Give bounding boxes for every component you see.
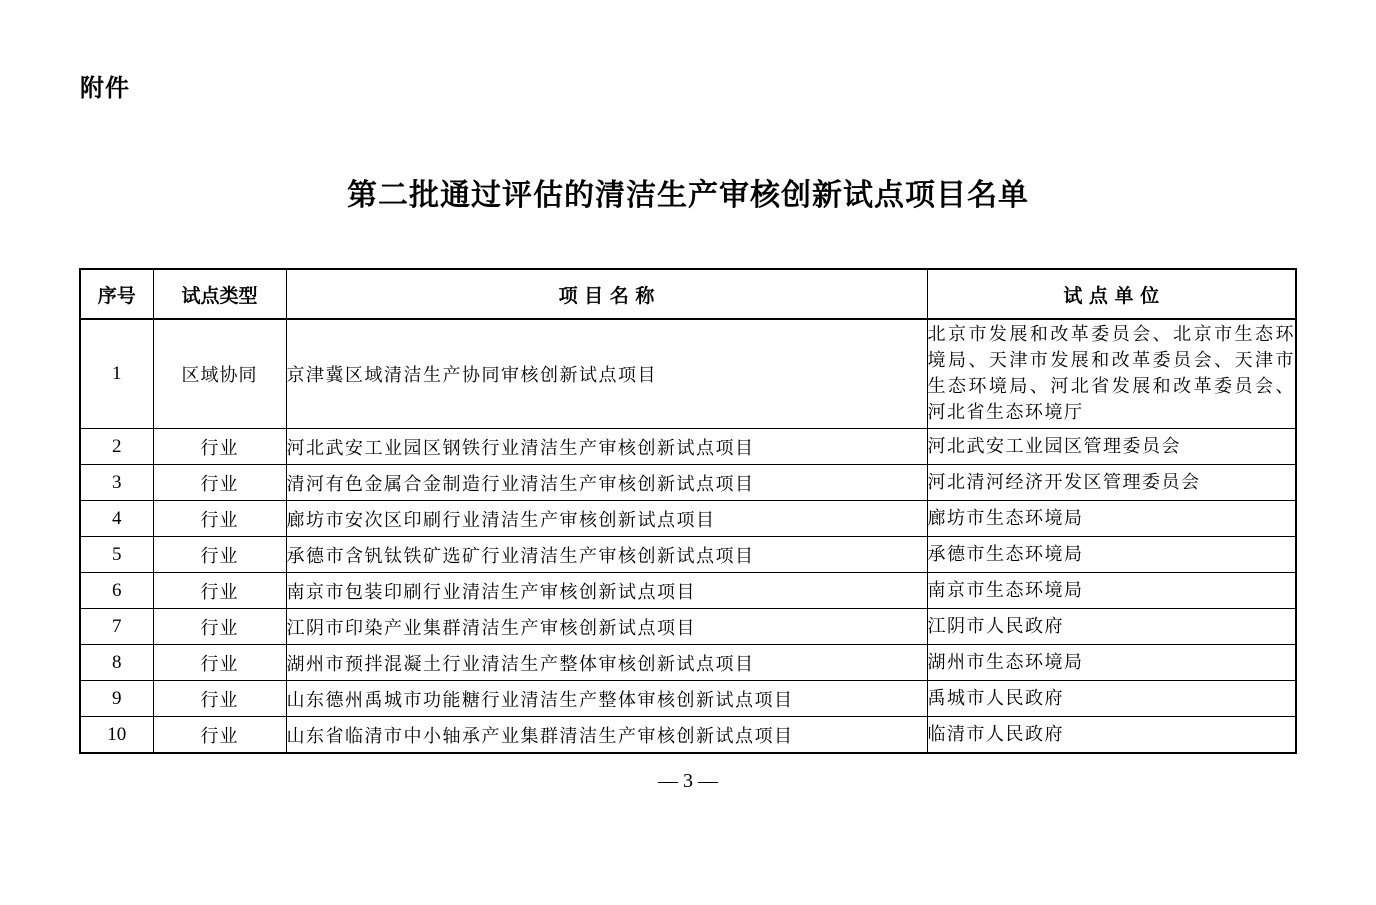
row-type: 行业 [153, 537, 286, 573]
row-unit: 河北武安工业园区管理委员会 [927, 429, 1296, 465]
page-number: — 3 — [658, 770, 718, 792]
row-number: 10 [80, 717, 153, 754]
row-number: 9 [80, 681, 153, 717]
table-row [80, 681, 1296, 717]
row-project-name: 山东省临清市中小轴承产业集群清洁生产审核创新试点项目 [286, 717, 927, 754]
table-row [80, 573, 1296, 609]
row-type: 行业 [153, 465, 286, 501]
row-unit: 禹城市人民政府 [927, 681, 1296, 717]
row-project-name: 山东德州禹城市功能糖行业清洁生产整体审核创新试点项目 [286, 681, 927, 717]
document-title: 第二批通过评估的清洁生产审核创新试点项目名单 [347, 178, 1029, 213]
column-header-unit: 试 点 单 位 [927, 269, 1296, 319]
table-row [80, 501, 1296, 537]
row-number: 7 [80, 609, 153, 645]
table-row [80, 429, 1296, 465]
column-header-number: 序号 [80, 269, 153, 319]
row-type: 区域协同 [153, 319, 286, 429]
table-row [80, 465, 1296, 501]
row-unit: 承德市生态环境局 [927, 537, 1296, 573]
table-row [80, 609, 1296, 645]
row-type: 行业 [153, 573, 286, 609]
table-row [80, 645, 1296, 681]
row-type: 行业 [153, 645, 286, 681]
attachment-label: 附件 [80, 74, 130, 102]
row-project-name: 湖州市预拌混凝土行业清洁生产整体审核创新试点项目 [286, 645, 927, 681]
row-unit: 北京市发展和改革委员会、北京市生态环境局、天津市发展和改革委员会、天津市生态环境局、河北省发展和改革委员会、河北省生态环境厅 [927, 319, 1296, 429]
row-number: 4 [80, 501, 153, 537]
row-type: 行业 [153, 609, 286, 645]
row-project-name: 河北武安工业园区钢铁行业清洁生产审核创新试点项目 [286, 429, 927, 465]
row-number: 5 [80, 537, 153, 573]
row-type: 行业 [153, 681, 286, 717]
row-unit: 廊坊市生态环境局 [927, 501, 1296, 537]
table-header-row [80, 269, 1296, 319]
row-type: 行业 [153, 501, 286, 537]
row-number: 1 [80, 319, 153, 429]
row-project-name: 廊坊市安次区印刷行业清洁生产审核创新试点项目 [286, 501, 927, 537]
row-project-name: 江阴市印染产业集群清洁生产审核创新试点项目 [286, 609, 927, 645]
row-project-name: 南京市包装印刷行业清洁生产审核创新试点项目 [286, 573, 927, 609]
row-unit: 湖州市生态环境局 [927, 645, 1296, 681]
row-number: 2 [80, 429, 153, 465]
row-project-name: 承德市含钒钛铁矿选矿行业清洁生产审核创新试点项目 [286, 537, 927, 573]
row-unit: 南京市生态环境局 [927, 573, 1296, 609]
row-number: 8 [80, 645, 153, 681]
table-row [80, 319, 1296, 429]
row-type: 行业 [153, 429, 286, 465]
row-number: 6 [80, 573, 153, 609]
row-unit: 河北清河经济开发区管理委员会 [927, 465, 1296, 501]
row-unit: 江阴市人民政府 [927, 609, 1296, 645]
table-row [80, 537, 1296, 573]
row-project-name: 清河有色金属合金制造行业清洁生产审核创新试点项目 [286, 465, 927, 501]
row-project-name: 京津冀区域清洁生产协同审核创新试点项目 [286, 319, 927, 429]
column-header-type: 试点类型 [153, 269, 286, 319]
row-number: 3 [80, 465, 153, 501]
table-row [80, 717, 1296, 754]
row-type: 行业 [153, 717, 286, 754]
column-header-project-name: 项 目 名 称 [286, 269, 927, 319]
row-unit: 临清市人民政府 [927, 717, 1296, 754]
pilot-project-table [79, 268, 1297, 754]
